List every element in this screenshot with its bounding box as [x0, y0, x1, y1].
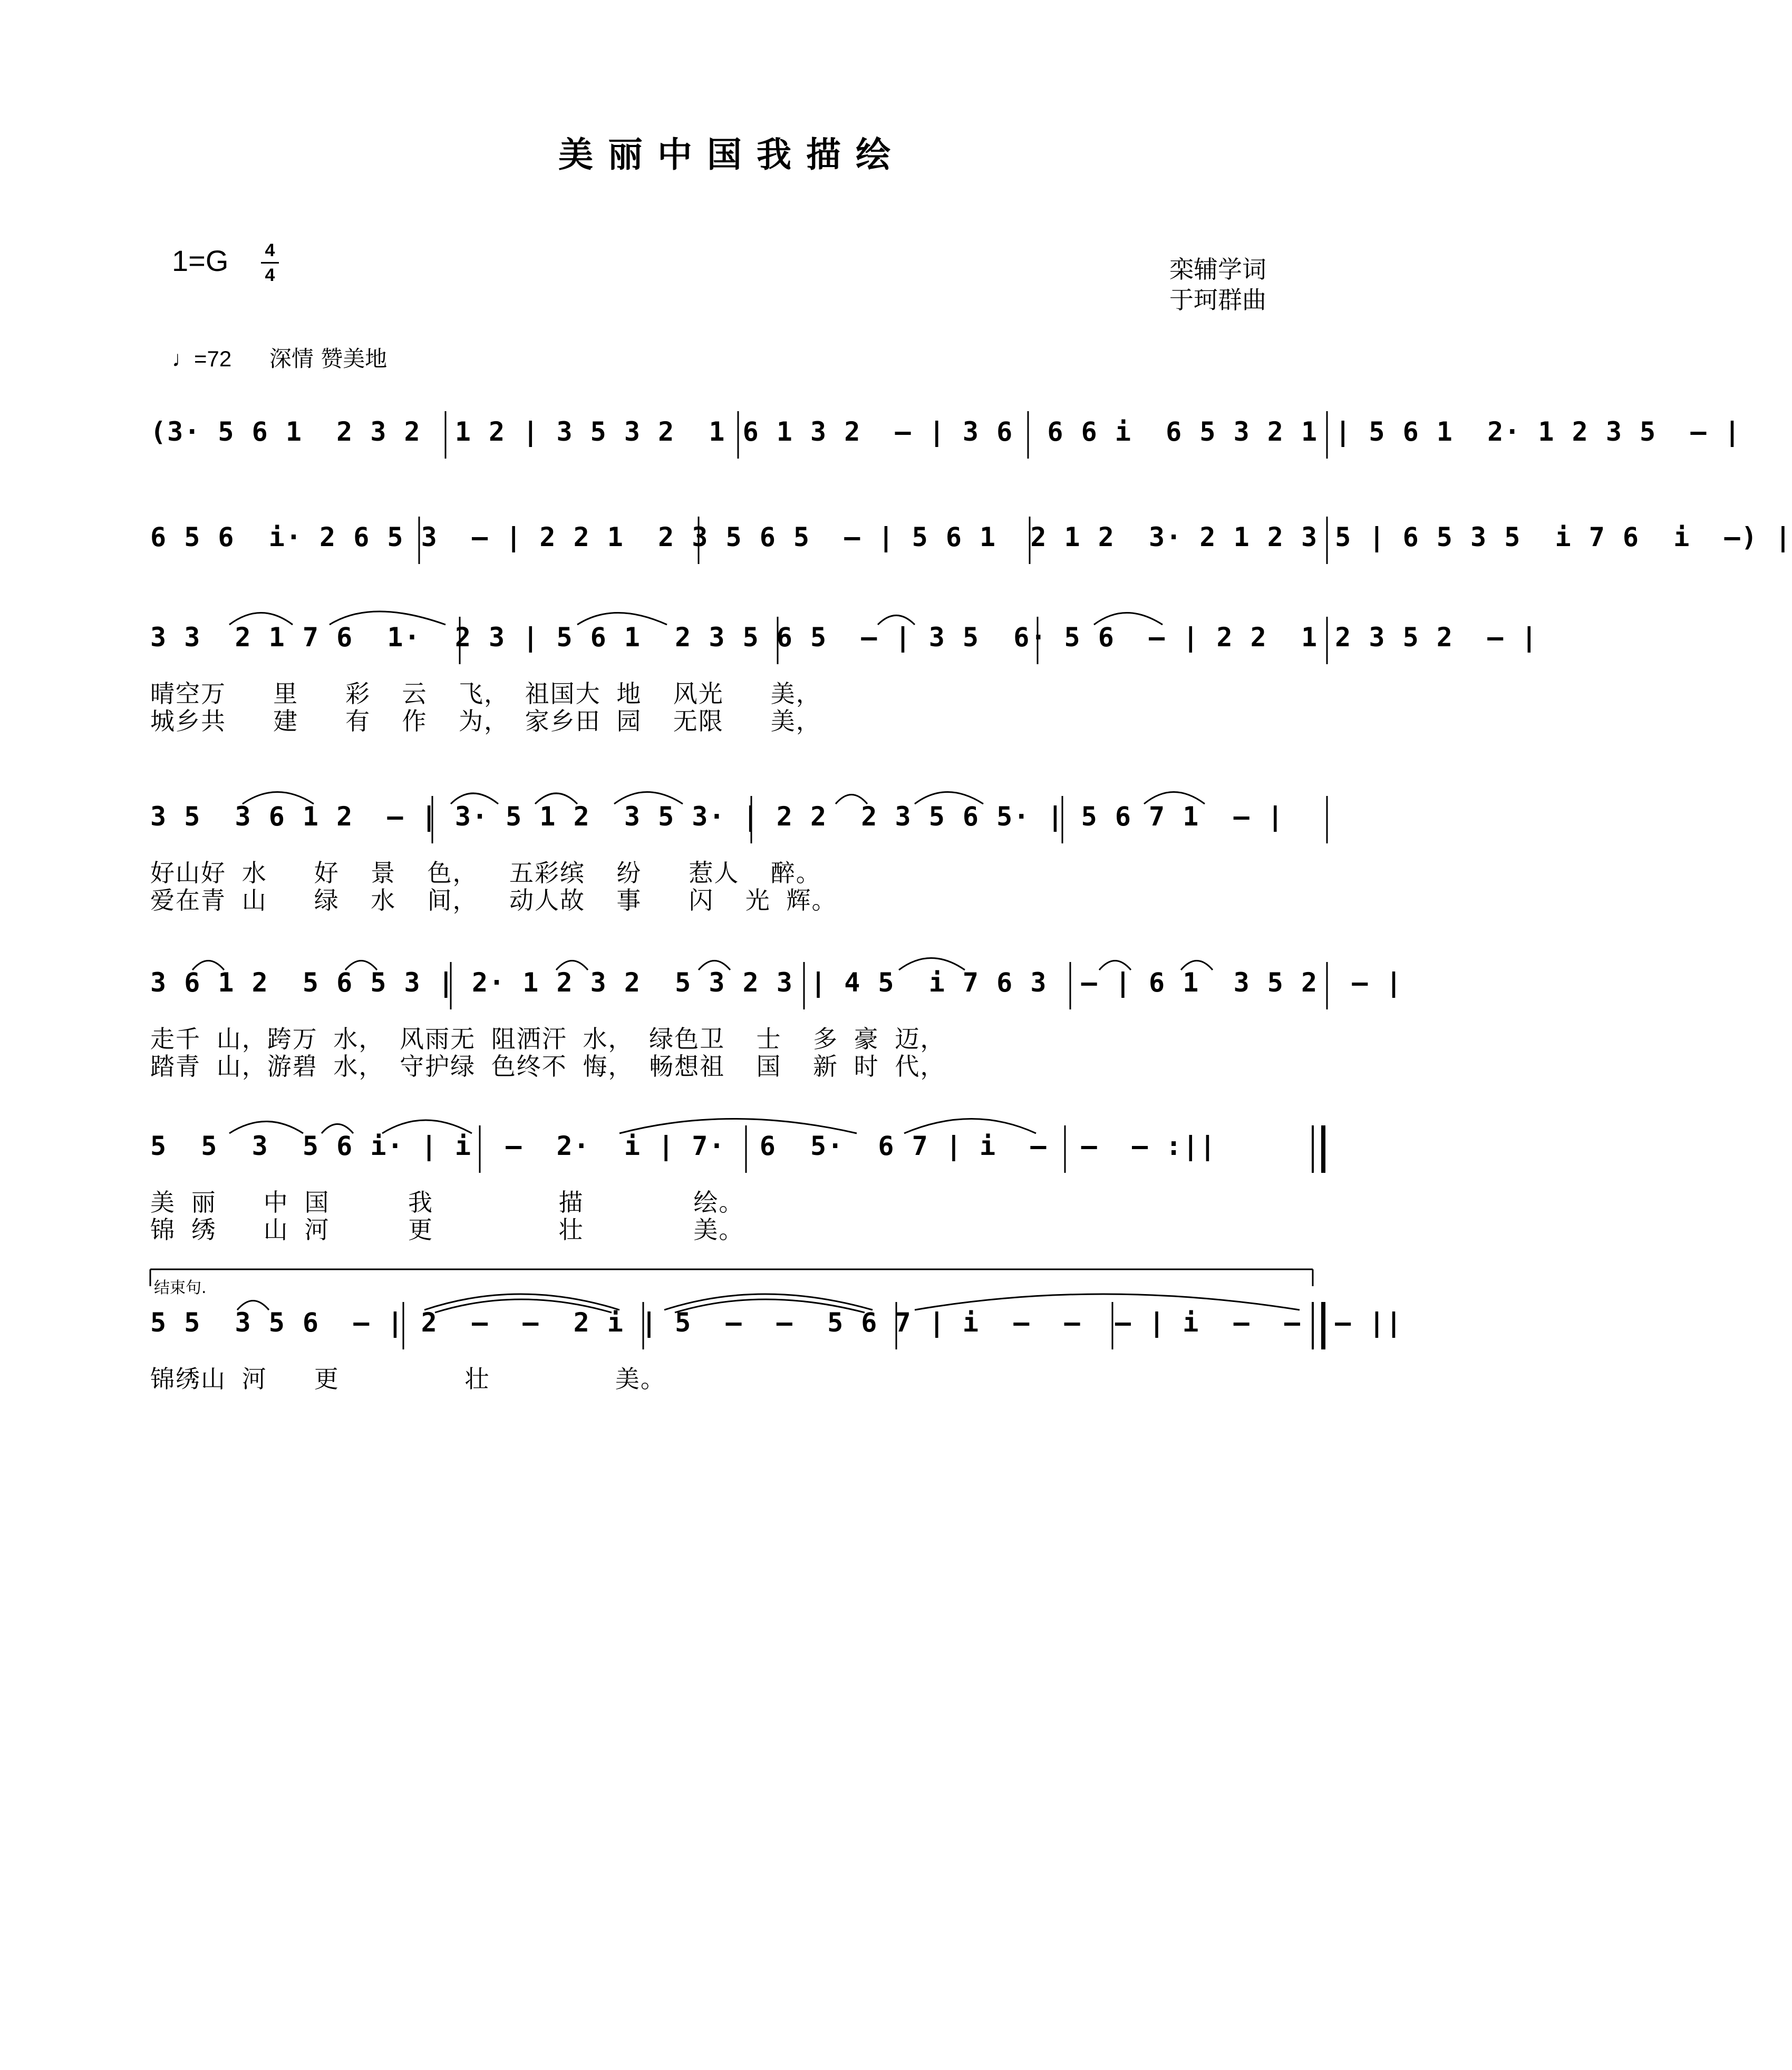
- composer: 于珂群曲: [1169, 286, 1266, 314]
- ending-label: 结束句.: [154, 1279, 207, 1297]
- notation-line: 5 5 3 5 6 i· | i – 2· i | 7· 6 5· 6 7 | i – – – :||: [150, 1131, 1217, 1161]
- lyrics-verse-1: 走千 山，跨万 水， 风雨无 阻洒汗 水， 绿色卫 士 多 豪 迈，: [150, 1025, 946, 1053]
- notation-line: 5 5 3 5 6 – | 2 – – 2 i | 5 – – 5 6 7 | i – – – | i – – – ||: [150, 1307, 1403, 1338]
- lyrics-verse-1: 晴空万 里 彩 云 飞， 祖国大 地 风光 美，: [150, 679, 821, 708]
- lyrics-verse-2: 锦 绣 山 河 更 壮 美。: [150, 1216, 744, 1244]
- lyrics-verse-2: 城乡共 建 有 作 为， 家乡田 园 无限 美，: [150, 707, 821, 735]
- notation-line: 6 5 6 i· 2 6 5 3 – | 2 2 1 2 3 5 6 5 – | 5 6 1 2 1 2 3· 2 1 2 3 5 | 6 5 3 5 i 7 6 i –) |: [150, 522, 1792, 552]
- score-line-7: [150, 1307, 1403, 1413]
- lyrics-verse-1: 美 丽 中 国 我 描 绘。: [150, 1188, 744, 1217]
- lyrics-ending: 锦绣山 河 更 壮 美。: [150, 1365, 666, 1393]
- lyrics-verse-2: 爱在青 山 绿 水 间， 动人故 事 闪 光 辉。: [150, 886, 837, 915]
- notation-line: 3 6 1 2 5 6 5 3 | 2· 1 2 3 2 5 3 2 3 | 4 5 i 7 6 3 – | 6 1 3 5 2 – |: [150, 967, 1403, 998]
- lyrics-verse-1: 好山好 水 好 景 色， 五彩缤 纷 惹人 醉。: [150, 859, 821, 887]
- key-signature: 1=G: [172, 244, 229, 277]
- expression-marking: 深情 赞美地: [269, 346, 388, 372]
- notation-line: (3· 5 6 1 2 3 2 1 2 | 3 5 3 2 1 6 1 3 2 – | 3 6 6 6 i 6 5 3 2 1 | 5 6 1 2· 1 2 3 5 – |: [150, 416, 1741, 447]
- time-signature-top: 4: [265, 240, 275, 260]
- lyricist: 栾辅学词: [1169, 255, 1266, 284]
- time-signature-bottom: 4: [265, 265, 275, 285]
- song-title: 美丽中国我描绘: [558, 134, 905, 175]
- tempo-marking: ♩=72: [172, 346, 232, 371]
- notation-line: 3 3 2 1 7 6 1· 2 3 | 5 6 1 2 3 5 6 5 – | 3 5 6· 5 6 – | 2 2 1 2 3 5 2 – |: [150, 622, 1538, 653]
- notation-line: 3 5 3 6 1 2 – | 3· 5 1 2 3 5 3· | 2 2 2 3 5 6 5· | 5 6 7 1 – |: [150, 801, 1284, 832]
- lyrics-verse-2: 踏青 山，游碧 水， 守护绿 色终不 悔， 畅想祖 国 新 时 代，: [150, 1052, 946, 1081]
